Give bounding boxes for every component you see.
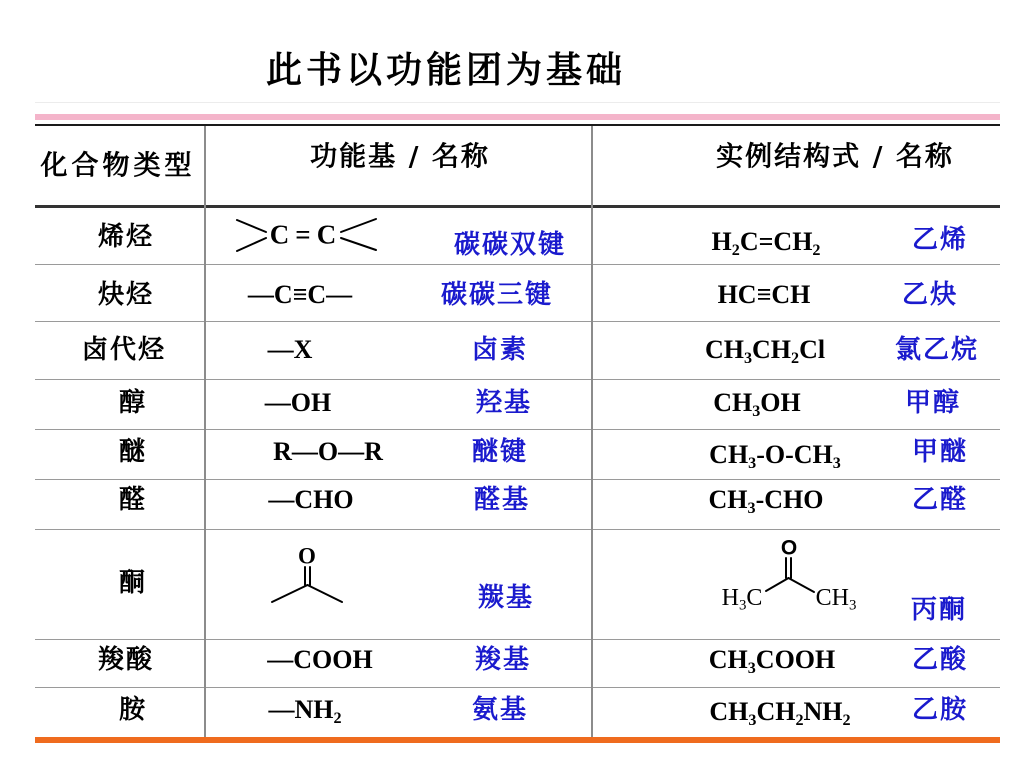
functional-group-formula: —OH <box>264 388 332 417</box>
header-functional-group: 功能基 / 名称 <box>310 141 490 173</box>
compound-type-cell: 卤代烃 <box>81 335 167 365</box>
bond-line <box>766 578 789 591</box>
table-top-pink-rule <box>35 114 1000 120</box>
bond-line <box>341 219 376 232</box>
header-compound-type: 化合物类型 <box>40 150 196 182</box>
compound-type-cell: 酮 <box>118 568 148 598</box>
bond-line <box>789 578 815 592</box>
example-formula: $CH_3$-CHO <box>708 485 824 517</box>
functional-group-formula: —CHO <box>268 485 354 514</box>
oxygen-atom-label: O <box>298 543 316 569</box>
functional-group-name: 氨基 <box>471 695 529 725</box>
example-name: 乙酸 <box>911 645 969 675</box>
methyl-group-right: $CH_3$ <box>815 585 857 614</box>
bond-line <box>272 585 308 602</box>
carbonyl-bond-lines <box>262 565 352 610</box>
functional-group-name: 碳碳双键 <box>453 230 567 260</box>
row-divider <box>35 379 1000 380</box>
table-bottom-orange-rule <box>35 737 1000 743</box>
example-formula: $CH_3COOH$ <box>708 645 836 677</box>
row-divider <box>35 264 1000 265</box>
row-divider <box>35 529 1000 530</box>
header-example: 实例结构式 / 名称 <box>716 141 954 173</box>
compound-type-cell: 醇 <box>118 388 148 418</box>
functional-group-formula: —X <box>267 335 313 364</box>
functional-group-name: 醛基 <box>473 485 531 515</box>
table-top-rule <box>35 124 1000 126</box>
example-name: 甲醚 <box>911 437 969 467</box>
example-formula: $CH_3-O-CH_3$ <box>709 440 841 472</box>
functional-group-name: 醚键 <box>471 437 529 467</box>
functional-group-name: 羟基 <box>475 388 533 418</box>
functional-group-formula: —C≡C— <box>247 280 353 309</box>
row-divider <box>35 639 1000 640</box>
functional-group-formula: —COOH <box>267 645 373 674</box>
title-separator <box>35 102 1000 103</box>
functional-group-formula: $—NH_2$ <box>268 695 342 727</box>
example-formula: $CH_3OH$ <box>713 388 801 420</box>
oxygen-atom-label: O <box>780 536 798 560</box>
functional-group-formula: R—O—R <box>273 437 383 466</box>
row-divider <box>35 321 1000 322</box>
example-name: 乙醛 <box>911 485 969 515</box>
row-divider <box>35 479 1000 480</box>
column-divider <box>591 126 593 738</box>
functional-group-name: 羰基 <box>477 583 535 613</box>
slide-title: 此书以功能团为基础 <box>265 49 627 91</box>
compound-type-cell: 羧酸 <box>97 645 155 675</box>
bond-line <box>237 238 266 251</box>
compound-type-cell: 醛 <box>118 485 148 515</box>
example-name: 乙胺 <box>911 695 969 725</box>
row-divider <box>35 687 1000 688</box>
example-name: 乙炔 <box>901 280 959 310</box>
methyl-group-left: $H_3C$ <box>721 585 763 614</box>
bond-line <box>308 585 343 602</box>
functional-group-name: 碳碳三键 <box>440 280 554 310</box>
example-formula: $CH_3CH_2Cl$ <box>704 335 826 367</box>
functional-group-name: 卤素 <box>471 335 529 365</box>
bond-line <box>237 220 266 232</box>
example-name: 丙酮 <box>910 595 968 625</box>
functional-group-formula: C=C <box>269 219 343 250</box>
example-formula: $H_2C=CH_2$ <box>711 227 821 259</box>
example-name: 氯乙烷 <box>894 335 980 365</box>
table-header-rule <box>35 205 1000 208</box>
compound-type-cell: 炔烃 <box>97 280 155 310</box>
compound-type-cell: 醚 <box>118 437 148 467</box>
functional-group-name: 羧基 <box>474 645 532 675</box>
row-divider <box>35 429 1000 430</box>
bond-line <box>341 238 376 250</box>
example-name: 甲醇 <box>904 388 962 418</box>
column-divider <box>204 126 206 738</box>
compound-type-cell: 烯烃 <box>97 222 155 252</box>
example-formula: HC≡CH <box>717 280 811 309</box>
example-formula: $CH_3CH_2NH_2$ <box>709 697 851 729</box>
compound-type-cell: 胺 <box>118 695 148 725</box>
example-name: 乙烯 <box>911 225 969 255</box>
